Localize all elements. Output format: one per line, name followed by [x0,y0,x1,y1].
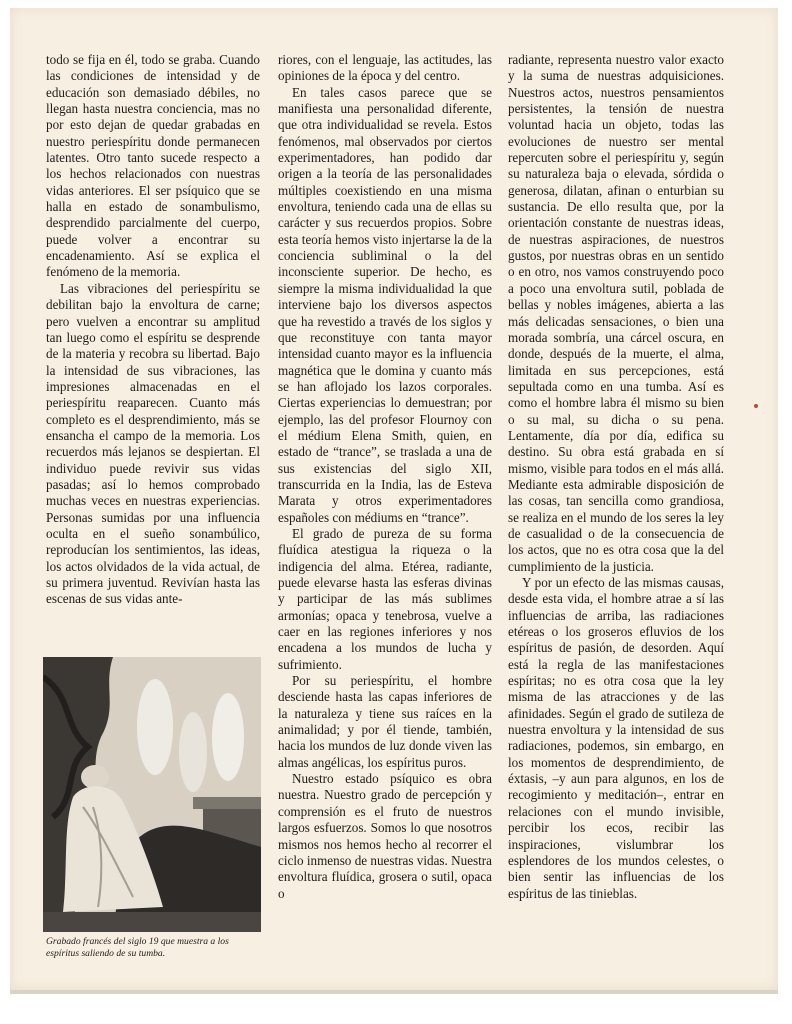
text-column-1 [46,52,260,608]
paragraph: En tales casos parece que se manifiesta una personalidad diferente, que otra individualidad se revela. Estos fenómenos, mal observados por ciertos experimentadores, han podido dar origen a la teoría de las personalidades múltiples coexistiendo en una misma envoltura, teniendo cada una de ellas su carácter y sus recuerdos propios. Sobre esta teoría hemos visto injertarse la de la conciencia subliminal o la del inconsciente superior. De hecho, es siempre la misma individualidad la que interviene bajo los diversos aspectos que ha revestido a través de los siglos y que reconstituye con tanta mayor intensidad cuanto mayor es la influencia magnética que le domina y cuanto más se han aflojado los lazos corporales. Ciertas experiencias lo demuestran; por ejemplo, las del profesor Flournoy con el médium Elena Smith, quien, en estado de “trance”, se traslada a una de sus existencias del siglo XII, transcurrida en la India, las de Esteva Marata y otros experimentadores españoles con médiums en “trance”. [278,84,492,525]
paragraph: radiante, representa nuestro valor exacto y la suma de nuestras adquisiciones. Nuestros actos, nuestros pensamientos persistentes, la tensión de nuestra voluntad hacia un objeto, todas las evoluciones de nuestro ser mental repercuten sobre el periespíritu y, según su naturaleza baja o elevada, sórdida o generosa, dilatan, afinan o enturbian su sustancia. De ello resulta que, por la orientación constante de nuestras ideas, de nuestras aspiraciones, de nuestros gustos, por nuestras obras en un sentido o en otro, nos vamos construyendo poco a poco una envoltura sutil, poblada de bellas y nobles imágenes, abierta a las más delicadas sensaciones, o bien una morada sombría, una cárcel oscura, en donde, después de la muerte, el alma, limitada en sus percepciones, está sepultada como en una tumba. Así es como el hombre labra él mismo su bien o su mal, su dicha o su pena. Lentamente, día por día, edifica su destino. Su obra está grabada en sí mismo, visible para todos en el más allá. Mediante esta admirable disposición de las cosas, tan sencilla como grandiosa, se realiza en el mundo de los seres la ley de casualidad o de la consecuencia de los actos, que no es otra cosa que la del cumplimiento de la justicia. [508,52,724,574]
figure-caption: Grabado francés del siglo 19 que muestra a los espíritus saliendo de su tumba. [46,936,229,959]
paragraph: Y por un efecto de las mismas causas, desde esta vida, el hombre atrae a sí las influencias de arriba, las radiaciones etéreas o los groseros efluvios de los espíritus de pasión, de desorden. Aquí está la regla de las manifestaciones espíritas; no es otra cosa que la ley misma de las atracciones y de las afinidades. Según el grado de sutileza de nuestra envoltura y la intensidad de sus radiaciones, podemos, sin embargo, en los momentos de desprendimiento, de éxtasis, –y aun para algunos, en los de recogimiento y meditación–, entrar en relaciones con el mundo invisible, percibir los ecos, recibir las inspiraciones, vislumbrar los esplendores de los mundos celestes, o bien sentir las influencias de los espíritus de las tinieblas. [508,575,724,901]
page-edge-strip [10,990,778,994]
paragraph: riores, con el lenguaje, las actitudes, las opiniones de la época y del centro. [278,52,492,84]
paragraph: Por su periespíritu, el hombre desciende hasta las capas inferiores de la naturaleza y tiene sus raíces en la animalidad; y por él tiende, también, hacia los mundos de luz donde viven las almas angélicas, los espíritus puros. [278,673,492,770]
paragraph: Las vibraciones del periespíritu se debilitan bajo la envoltura de carne; pero vuelven a encontrar su amplitud tan luego como el espíritu se desprende de la materia y recobra su libertad. Bajo la intensidad de sus vibraciones, las impresiones almacenadas en el periespíritu reaparecen. Cuanto más completo es el desprendimiento, más se ensancha el campo de la memoria. Los recuerdos más lejanos se despiertan. El individuo puede revivir sus vidas pasadas; así lo hemos comprobado muchas veces en nuestras experiencias. Personas sumidas por una influencia oculta en el sueño sonambúlico, reproducían los sentimientos, las ideas, los actos olvidados de la vida actual, de su primera juventud. Revivían hasta las escenas de sus vidas ante- [46,280,260,607]
paragraph: Nuestro estado psíquico es obra nuestra. Nuestro grado de percepción y comprensión es el fruto de nuestros largos esfuerzos. Somos lo que nosotros mismos nos hemos hecho al recorrer el ciclo inmenso de nuestras vidas. Nuestra envoltura fluídica, grosera o sutil, opaca o [278,771,492,901]
engraving-image [43,657,261,932]
paragraph: El grado de pureza de su forma fluídica atestigua la riqueza o la indigencia del alma. Etérea, radiante, puede elevarse hasta las esferas divinas y participar de las más sublimes armonías; opaca y tenebrosa, vuelve a caer en las regiones inferiores y nos encadena a los mundos de lucha y sufrimiento. [278,525,492,672]
ink-spot [754,404,758,408]
text-column-2 [278,52,492,902]
text-column-3 [508,52,724,902]
engraving-illustration [43,657,261,932]
paragraph: todo se fija en él, todo se graba. Cuando las condiciones de intensidad y de educación son demasiado débiles, no llegan hasta nuestra conciencia, mas no por esto dejan de quedar grabadas en nuestro periespíritu donde permanecen latentes. Otro tanto sucede respecto a los hechos relacionados con nuestras vidas anteriores. El ser psíquico que se halla en estado de sonambulismo, desprendido parcialmente del cuerpo, puede volver a encontrar su encadenamiento. Así se explica el fenómeno de la memoria. [46,52,260,280]
